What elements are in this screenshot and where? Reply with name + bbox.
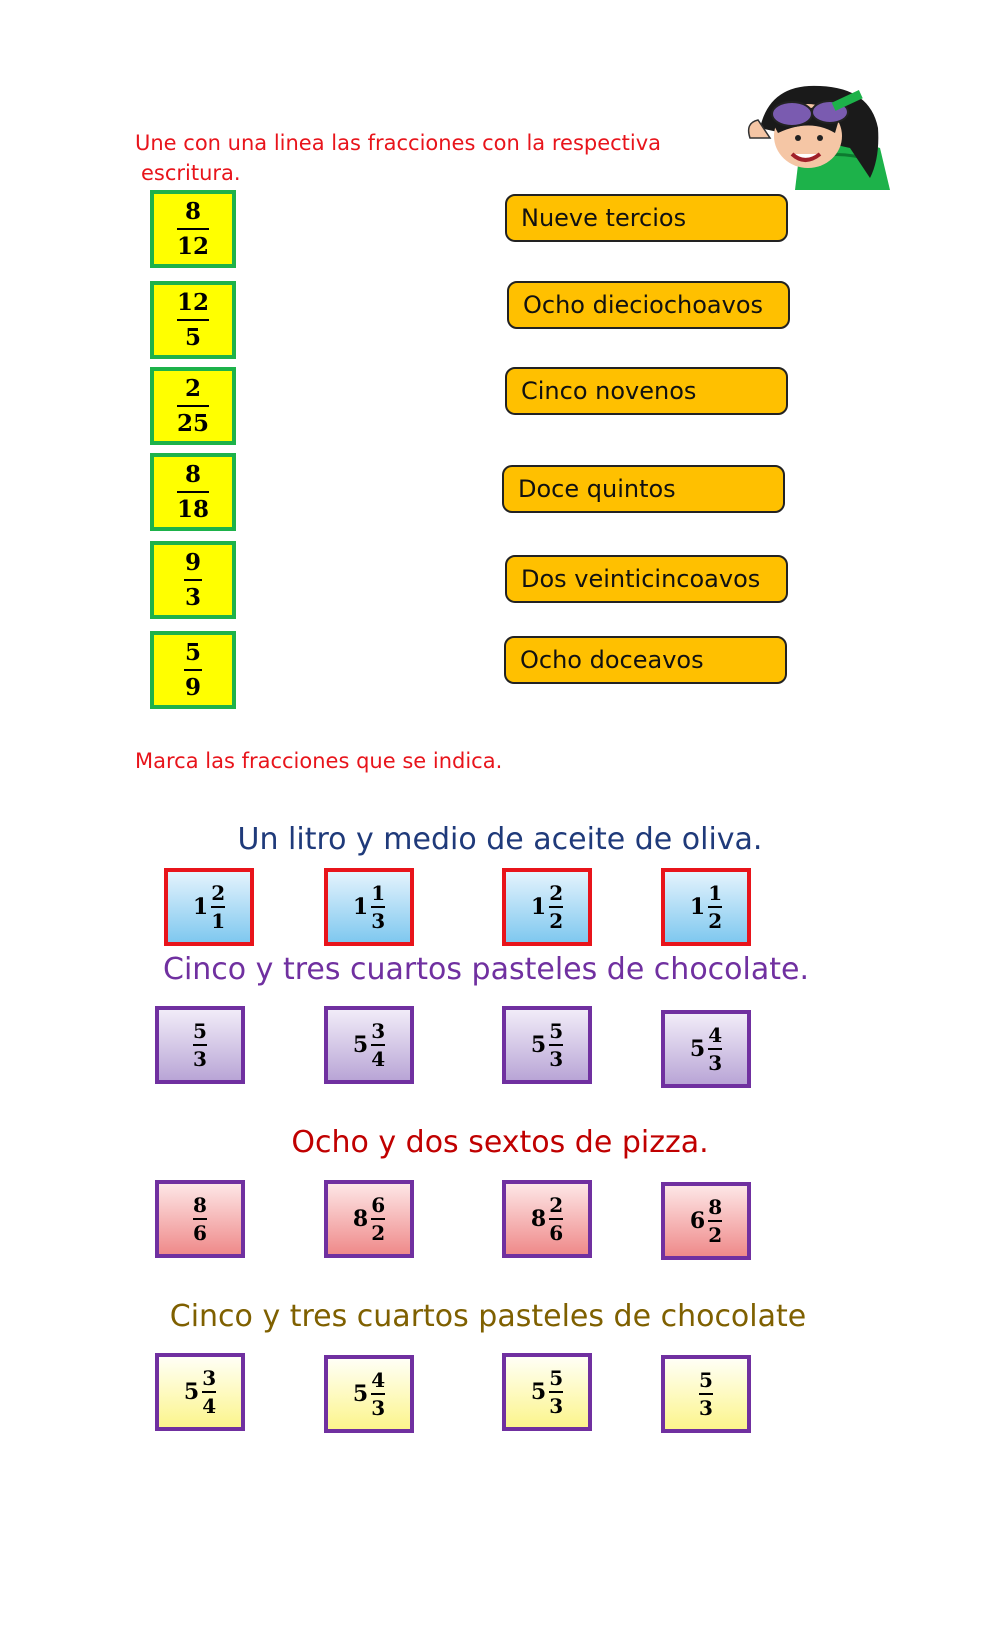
- mixed-number: [353, 1020, 385, 1070]
- denominator: 3: [708, 1050, 723, 1075]
- fraction-bar: [184, 579, 202, 581]
- mixed-number: [193, 1194, 207, 1244]
- fraction-bar: [699, 1393, 713, 1395]
- question-2-text: Cinco y tres cuartos pasteles de chocolate.: [163, 952, 809, 987]
- fraction-bar: [708, 906, 722, 908]
- numerator: 8: [193, 1193, 207, 1218]
- numerator: 8: [184, 461, 201, 488]
- fraction-bar: [708, 1220, 722, 1222]
- denominator: 3: [699, 1395, 713, 1420]
- fraction-bar: [177, 405, 209, 407]
- numerator: 8: [708, 1195, 723, 1220]
- whole-part: 5: [530, 1379, 547, 1405]
- whole-part: 6: [689, 1208, 706, 1234]
- fraction-bar: [193, 1044, 207, 1046]
- fraction-value: [177, 289, 209, 351]
- q2-option-3[interactable]: [502, 1006, 592, 1084]
- denominator: 5: [184, 324, 201, 351]
- fraction-card-6[interactable]: [150, 631, 236, 709]
- fraction-value: [184, 639, 202, 701]
- whole-part: 8: [530, 1206, 547, 1232]
- word-card-ocho-doceavos[interactable]: Ocho doceavos: [504, 636, 787, 684]
- numerator: 5: [193, 1019, 207, 1044]
- mixed-number: [531, 1194, 563, 1244]
- q4-option-4[interactable]: [661, 1355, 751, 1433]
- fraction-bar: [371, 906, 385, 908]
- fraction-value: [177, 198, 209, 260]
- q2-option-2[interactable]: [324, 1006, 414, 1084]
- mixed-number: [690, 1024, 722, 1074]
- numerator: 5: [549, 1019, 564, 1044]
- denominator: 12: [176, 233, 209, 260]
- fraction-bar: [211, 906, 225, 908]
- word-card-nueve-tercios[interactable]: Nueve tercios: [505, 194, 788, 242]
- fraction-value: [177, 461, 209, 523]
- whole-part: 5: [183, 1379, 200, 1405]
- q2-option-1[interactable]: [155, 1006, 245, 1084]
- numerator: 5: [549, 1366, 564, 1391]
- denominator: 2: [549, 908, 564, 933]
- denominator: 25: [176, 410, 209, 437]
- fraction-bar: [184, 669, 202, 671]
- fraction-card-5[interactable]: [150, 541, 236, 619]
- q1-option-1[interactable]: [164, 868, 254, 946]
- fraction-bar: [193, 1218, 207, 1220]
- numerator: 5: [184, 639, 201, 666]
- fraction-value: [177, 375, 209, 437]
- word-card-ocho-dieciochoavos[interactable]: Ocho dieciochoavos: [507, 281, 790, 329]
- denominator: 2: [708, 1222, 723, 1247]
- fraction-bar: [177, 319, 209, 321]
- mixed-number: [353, 882, 385, 932]
- mixed-number: [699, 1369, 713, 1419]
- whole-part: 1: [192, 894, 209, 920]
- fraction-card-1[interactable]: [150, 190, 236, 268]
- denominator: 4: [371, 1046, 386, 1071]
- numerator: 12: [176, 289, 209, 316]
- fraction-card-2[interactable]: [150, 281, 236, 359]
- numerator: 1: [371, 881, 386, 906]
- question-3-text: Ocho y dos sextos de pizza.: [291, 1125, 709, 1160]
- denominator: 3: [371, 1395, 386, 1420]
- numerator: 2: [549, 881, 564, 906]
- fraction-bar: [549, 1391, 563, 1393]
- q3-option-1[interactable]: [155, 1180, 245, 1258]
- denominator: 3: [193, 1046, 207, 1071]
- mixed-number: [531, 882, 563, 932]
- denominator: 9: [184, 674, 201, 701]
- numerator: 3: [371, 1019, 386, 1044]
- mixed-number: [531, 1020, 563, 1070]
- fraction-bar: [549, 1218, 563, 1220]
- denominator: 3: [371, 908, 386, 933]
- fraction-bar: [708, 1048, 722, 1050]
- denominator: 3: [549, 1393, 564, 1418]
- mixed-number: [690, 882, 722, 932]
- word-card-doce-quintos[interactable]: Doce quintos: [502, 465, 785, 513]
- fraction-card-3[interactable]: [150, 367, 236, 445]
- match-instruction-line1: Une con una linea las fracciones con la respectiva: [135, 131, 662, 155]
- mixed-number: [193, 1020, 207, 1070]
- denominator: 4: [202, 1393, 217, 1418]
- numerator: 6: [371, 1193, 386, 1218]
- question-4-text: Cinco y tres cuartos pasteles de chocolate: [169, 1299, 807, 1334]
- fraction-bar: [202, 1391, 216, 1393]
- whole-part: 5: [352, 1032, 369, 1058]
- fraction-bar: [371, 1044, 385, 1046]
- avatar-girl-illustration: [740, 78, 890, 190]
- q4-option-2[interactable]: [324, 1355, 414, 1433]
- numerator: 2: [549, 1193, 564, 1218]
- q4-option-3[interactable]: [502, 1353, 592, 1431]
- numerator: 2: [211, 881, 226, 906]
- q1-option-4[interactable]: [661, 868, 751, 946]
- denominator: 18: [176, 496, 209, 523]
- q3-option-3[interactable]: [502, 1180, 592, 1258]
- numerator: 4: [708, 1023, 723, 1048]
- denominator: 2: [708, 908, 723, 933]
- mixed-number: [353, 1369, 385, 1419]
- whole-part: 1: [530, 894, 547, 920]
- word-card-dos-veinticincoavos[interactable]: Dos veinticincoavos: [505, 555, 788, 603]
- mixed-number: [690, 1196, 722, 1246]
- match-instruction: [135, 128, 661, 188]
- whole-part: 1: [689, 894, 706, 920]
- mark-instruction: Marca las fracciones que se indica.: [135, 749, 503, 773]
- whole-part: 5: [352, 1381, 369, 1407]
- denominator: 3: [549, 1046, 564, 1071]
- mixed-number: [531, 1367, 563, 1417]
- fraction-bar: [549, 1044, 563, 1046]
- q3-option-2[interactable]: [324, 1180, 414, 1258]
- whole-part: 8: [352, 1206, 369, 1232]
- fraction-bar: [371, 1218, 385, 1220]
- numerator: 8: [184, 198, 201, 225]
- numerator: 4: [371, 1368, 386, 1393]
- q2-option-4[interactable]: [661, 1010, 751, 1088]
- numerator: 1: [708, 881, 723, 906]
- fraction-bar: [549, 906, 563, 908]
- numerator: 9: [184, 549, 201, 576]
- numerator: 3: [202, 1366, 217, 1391]
- whole-part: 5: [530, 1032, 547, 1058]
- fraction-bar: [371, 1393, 385, 1395]
- fraction-value: [184, 549, 202, 611]
- mixed-number: [193, 882, 225, 932]
- mixed-number: [353, 1194, 385, 1244]
- mixed-number: [184, 1367, 216, 1417]
- denominator: 2: [371, 1220, 386, 1245]
- whole-part: 5: [689, 1036, 706, 1062]
- word-card-cinco-novenos[interactable]: Cinco novenos: [505, 367, 788, 415]
- q4-option-1[interactable]: [155, 1353, 245, 1431]
- denominator: 6: [549, 1220, 564, 1245]
- q1-option-3[interactable]: [502, 868, 592, 946]
- numerator: 5: [699, 1368, 713, 1393]
- denominator: 1: [211, 908, 226, 933]
- fraction-bar: [177, 228, 209, 230]
- match-instruction-line2: escritura.: [141, 161, 241, 185]
- denominator: 6: [193, 1220, 207, 1245]
- question-1-text: Un litro y medio de aceite de oliva.: [237, 822, 763, 857]
- numerator: 2: [184, 375, 201, 402]
- q1-option-2[interactable]: [324, 868, 414, 946]
- fraction-bar: [177, 491, 209, 493]
- fraction-card-4[interactable]: [150, 453, 236, 531]
- whole-part: 1: [352, 894, 369, 920]
- q3-option-4[interactable]: [661, 1182, 751, 1260]
- denominator: 3: [184, 584, 201, 611]
